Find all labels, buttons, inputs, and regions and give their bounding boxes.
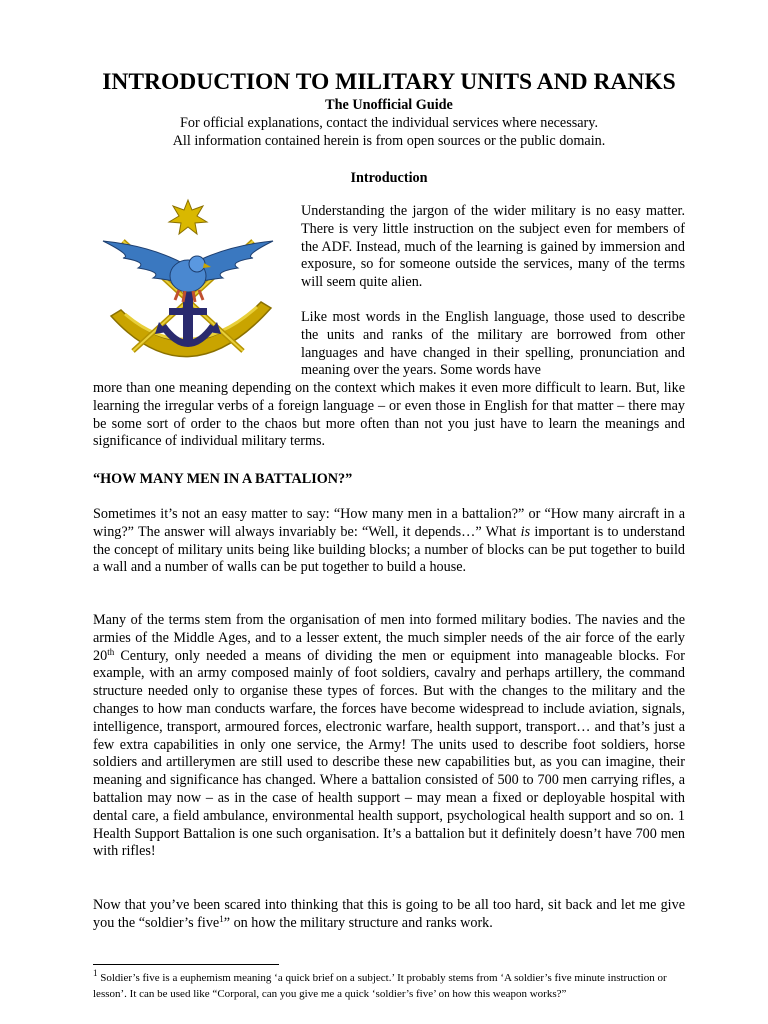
disclaimer-line-2: All information contained herein is from open sources or the public domain. (172, 133, 606, 149)
document-subtitle: The Unofficial Guide (325, 97, 453, 113)
footnote (93, 970, 685, 1002)
footnote-reference[interactable]: 1 (219, 913, 224, 924)
battalion-paragraph-3-part-a: Now that you’ve been scared into thinking that this is going to be all too hard, sit back and let me give you the “soldier’s five (93, 897, 685, 931)
battalion-paragraph-3 (93, 897, 685, 933)
emphasis-is: is (520, 523, 531, 540)
battalion-paragraph-1-part-a: Sometimes it’s not an easy matter to say: “How many men in a battalion?” or “How many aircraft in a wing?” The answer will always invariably be: “Well, it depends…” What (93, 506, 685, 540)
introduction-heading: Introduction (350, 170, 428, 186)
battalion-paragraph-3-part-b: ” on how the military structure and ranks work. (223, 914, 493, 931)
battalion-paragraph-2-part-b: Century, only needed a means of dividing the men or equipment into manageable blocks. For example, with an army composed mainly of foot soldiers, cavalry and perhaps artillery, the command structure needed only to organise these types of forces. But with the changes to the military and the changes to how man conducts warfare, the forces have become widespread to include aviation, signals, intelligence, transport, armoured forces, electronic warfare, health support, transport… and that’s just a few extra capabilities in only one service, the Army! The units used to describe foot soldiers, horse soldiers and artillerymen are still used to describe these new capabilities but, as you can imagine, their meaning and significance has changed. Where a battalion consisted of 500 to 700 men carrying rifles, a battalion may now – as in the case of health support – may mean a fixed or deployable hospital with dental care, a field ambulance, environmental health support, psychological health support and so on. 1 Health Support Battalion is one such organisation. It’s a battalion but it definitely doesn’t have 700 men with rifles! (93, 647, 685, 860)
intro-paragraph-2-wrapped: Like most words in the English language, those used to describe the units and ranks of the military are borrowed from other languages and have changed in their spelling, pronunciation and meaning over the years. Some words have (301, 309, 685, 379)
superscript-th: th (107, 646, 115, 657)
battalion-paragraph-1-part-b: important is to understand the concept of military units being like building blocks; a number of blocks can be put together to build a wall and a number of walls can be put together to build a house. (93, 523, 686, 576)
battalion-paragraph-2 (93, 612, 685, 861)
battalion-paragraph-2-part-a: Many of the terms stem from the organisation of men into formed military bodies. The navies and the armies of the Middle Ages, and to a lesser extent, the much simpler needs of the air force of the early 20 (93, 612, 685, 664)
adf-emblem-icon (93, 196, 283, 396)
document-title: INTRODUCTION TO MILITARY UNITS AND RANKS (102, 69, 676, 95)
battalion-heading: “HOW MANY MEN IN A BATTALION?” (93, 471, 353, 487)
intro-paragraph-2-continued: more than one meaning depending on the context which makes it even more difficult to learn. But, like learning the irregular verbs of a foreign language – or even those in English for that matter – there may be some sort of order to the chaos but more often than not you just have to learn the meanings and significance of individual military terms. (93, 380, 685, 450)
disclaimer-line-1: For official explanations, contact the individual services where necessary. (180, 115, 598, 131)
battalion-paragraph-1 (93, 506, 685, 577)
footnote-divider (93, 964, 279, 965)
footnote-marker: 1 (93, 968, 98, 978)
footnote-text: Soldier’s five is a euphemism meaning ‘a quick brief on a subject.’ It probably stems from ‘A soldier’s five minute instruction or lesson’. It can be used like “Corporal, can you give me a quick ‘soldier’s five’ on how this weapon works?” (93, 972, 667, 1000)
intro-paragraph-1: Understanding the jargon of the wider military is no easy matter. There is very little instruction on the subject even for members of the ADF. Instead, much of the learning is gained by immersion and exposure, so for someone outside the services, many of the terms will seem quite alien. (301, 203, 685, 291)
